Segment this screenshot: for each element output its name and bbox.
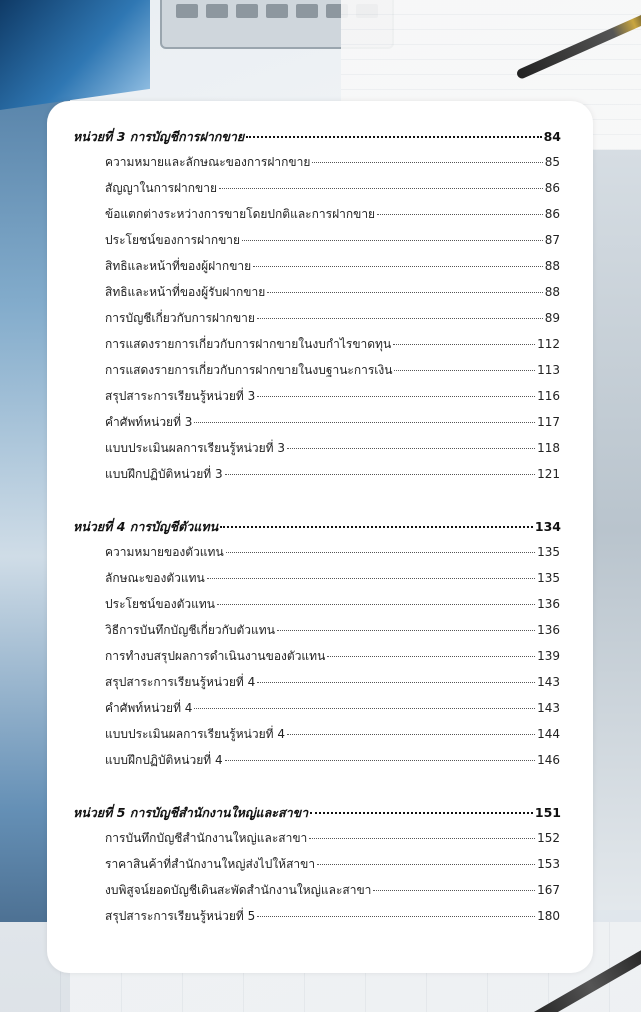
toc-item-title: การบัญชีเกี่ยวกับการฝากขาย <box>105 311 255 325</box>
dot-leader <box>377 214 543 215</box>
toc-item[interactable] <box>105 231 560 250</box>
toc-item-title: การบันทึกบัญชีสำนักงานใหญ่และสาขา <box>105 831 308 845</box>
toc-item-title: สรุปสาระการเรียนรู้หน่วยที่ 4 <box>105 675 256 689</box>
toc-item-title: แบบฝึกปฏิบัติหน่วยที่ 3 <box>105 467 223 481</box>
toc-item-page: 121 <box>537 467 560 481</box>
toc-item[interactable] <box>105 543 560 562</box>
toc-item[interactable] <box>105 673 560 692</box>
toc-item-page: 152 <box>537 831 560 845</box>
toc-item[interactable] <box>105 725 560 744</box>
dot-leader <box>277 630 535 631</box>
toc-item-page: 85 <box>544 155 560 169</box>
toc-item-title: แบบฝึกปฏิบัติหน่วยที่ 4 <box>105 753 223 767</box>
dot-leader <box>194 708 535 709</box>
toc-item[interactable] <box>105 387 560 406</box>
toc-item[interactable] <box>105 179 560 198</box>
toc-item-page: 88 <box>544 259 560 273</box>
toc-item[interactable] <box>105 361 560 380</box>
dot-leader <box>246 136 541 138</box>
toc-item-page: 87 <box>544 233 560 247</box>
toc-item-title: สิทธิและหน้าที่ของผู้ฝากขาย <box>105 259 252 273</box>
toc-item-title: ความหมายของตัวแทน <box>105 545 224 559</box>
toc-item[interactable] <box>105 309 560 328</box>
dot-leader <box>287 448 535 449</box>
toc-heading-title: หน่วยที่ 3 การบัญชีการฝากขาย <box>73 129 245 144</box>
toc-item-page: 89 <box>544 311 560 325</box>
toc-item[interactable] <box>105 205 560 224</box>
toc-item-title: ราคาสินค้าที่สำนักงานใหญ่ส่งไปให้สาขา <box>105 857 316 871</box>
dot-leader <box>327 656 535 657</box>
toc-item-page: 88 <box>544 285 560 299</box>
toc-item-title: สรุปสาระการเรียนรู้หน่วยที่ 5 <box>105 909 256 923</box>
toc-item-page: 113 <box>537 363 560 377</box>
toc-item-title: การทำงบสรุปผลการดำเนินงานของตัวแทน <box>105 649 326 663</box>
dot-leader <box>257 916 535 917</box>
toc-item[interactable] <box>105 595 560 614</box>
toc-heading-page: 151 <box>534 805 561 820</box>
toc-item-title: แบบประเมินผลการเรียนรู้หน่วยที่ 3 <box>105 441 285 455</box>
toc-item-title: สัญญาในการฝากขาย <box>105 181 218 195</box>
dot-leader <box>257 318 543 319</box>
toc-item-title: สรุปสาระการเรียนรู้หน่วยที่ 3 <box>105 389 256 403</box>
dot-leader <box>219 188 543 189</box>
dot-leader <box>225 760 536 761</box>
dot-leader <box>393 344 535 345</box>
toc-item-page: 116 <box>537 389 560 403</box>
toc-item-title: คำศัพท์หน่วยที่ 4 <box>105 701 193 715</box>
toc-item-page: 136 <box>537 597 560 611</box>
toc-item-page: 167 <box>537 883 560 897</box>
toc-item[interactable] <box>105 751 560 770</box>
toc-item-page: 118 <box>537 441 560 455</box>
toc-item[interactable] <box>105 335 560 354</box>
toc-item-title: วิธีการบันทึกบัญชีเกี่ยวกับตัวแทน <box>105 623 275 637</box>
toc-item-page: 135 <box>537 571 560 585</box>
toc-item-title: การแสดงรายการเกี่ยวกับการฝากขายในงบกำไรขาดทุน <box>105 337 392 351</box>
toc-heading-title: หน่วยที่ 5 การบัญชีสำนักงานใหญ่และสาขา <box>73 805 309 820</box>
toc-item-page: 146 <box>537 753 560 767</box>
toc-heading-unit-4[interactable] <box>73 517 561 537</box>
toc-item-page: 135 <box>537 545 560 559</box>
dot-leader <box>257 682 535 683</box>
toc-item-title: การแสดงรายการเกี่ยวกับการฝากขายในงบฐานะการเงิน <box>105 363 393 377</box>
dot-leader <box>217 604 535 605</box>
toc-item[interactable] <box>105 283 560 302</box>
toc-item-page: 143 <box>537 675 560 689</box>
toc-item-title: ข้อแตกต่างระหว่างการขายโดยปกติและการฝากขาย <box>105 207 376 221</box>
dot-leader <box>220 526 533 528</box>
dot-leader <box>373 890 535 891</box>
dot-leader <box>194 422 535 423</box>
toc-item-title: ลักษณะของตัวแทน <box>105 571 205 585</box>
toc-item-title: แบบประเมินผลการเรียนรู้หน่วยที่ 4 <box>105 727 285 741</box>
toc-item[interactable] <box>105 881 560 900</box>
toc-item-page: 112 <box>537 337 560 351</box>
dot-leader <box>226 552 535 553</box>
toc-item-page: 86 <box>544 207 560 221</box>
toc-item-title: ความหมายและลักษณะของการฝากขาย <box>105 155 311 169</box>
toc-heading-unit-5[interactable] <box>73 803 561 823</box>
toc-heading-unit-3[interactable] <box>73 127 561 147</box>
toc-item-page: 180 <box>537 909 560 923</box>
tablet-image <box>0 0 150 110</box>
background-right-strip <box>591 150 641 910</box>
toc-item-page: 136 <box>537 623 560 637</box>
toc-item-title: สิทธิและหน้าที่ของผู้รับฝากขาย <box>105 285 266 299</box>
toc-item-page: 143 <box>537 701 560 715</box>
toc-item[interactable] <box>105 569 560 588</box>
toc-item[interactable] <box>105 465 560 484</box>
toc-heading-title: หน่วยที่ 4 การบัญชีตัวแทน <box>73 519 219 534</box>
toc-item[interactable] <box>105 855 560 874</box>
dot-leader <box>253 266 543 267</box>
dot-leader <box>207 578 535 579</box>
toc-item-page: 86 <box>544 181 560 195</box>
toc-panel <box>47 101 593 973</box>
toc-item[interactable] <box>105 829 560 848</box>
toc-item-title: งบพิสูจน์ยอดบัญชีเดินสะพัดสำนักงานใหญ่และสาขา <box>105 883 372 897</box>
toc-heading-page: 84 <box>543 129 561 144</box>
dot-leader <box>242 240 543 241</box>
toc-item-page: 144 <box>537 727 560 741</box>
toc-item[interactable] <box>105 699 560 718</box>
toc-item[interactable] <box>105 153 560 172</box>
toc-heading-page: 134 <box>534 519 561 534</box>
toc-item-title: ประโยชน์ของการฝากขาย <box>105 233 241 247</box>
dot-leader <box>225 474 536 475</box>
toc-item[interactable] <box>105 439 560 458</box>
dot-leader <box>310 812 533 814</box>
dot-leader <box>309 838 535 839</box>
dot-leader <box>267 292 542 293</box>
dot-leader <box>257 396 535 397</box>
toc-item-page: 139 <box>537 649 560 663</box>
toc-item-title: ประโยชน์ของตัวแทน <box>105 597 215 611</box>
dot-leader <box>394 370 535 371</box>
dot-leader <box>317 864 535 865</box>
dot-leader <box>312 162 542 163</box>
toc-item[interactable] <box>105 621 560 640</box>
toc-item[interactable] <box>105 257 560 276</box>
toc-item[interactable] <box>105 907 560 926</box>
toc-item-page: 153 <box>537 857 560 871</box>
dot-leader <box>287 734 535 735</box>
toc-item-page: 117 <box>537 415 560 429</box>
toc-item[interactable] <box>105 413 560 432</box>
toc-item-title: คำศัพท์หน่วยที่ 3 <box>105 415 193 429</box>
toc-item[interactable] <box>105 647 560 666</box>
